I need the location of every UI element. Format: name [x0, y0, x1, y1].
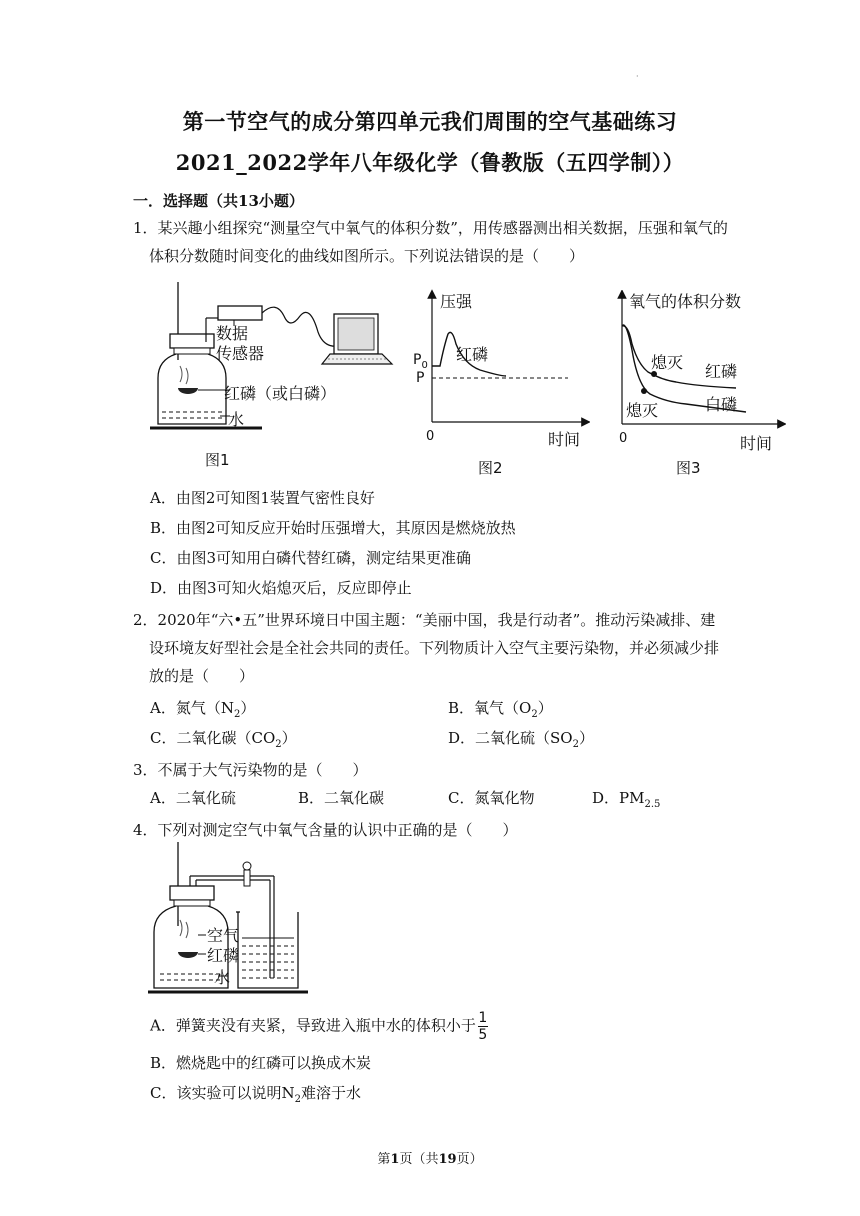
q2-option-a: A．氮气$(N_2)$ — [150, 699, 256, 720]
fig2-x-label: 时间 — [548, 430, 581, 449]
q2-option-b: B．氧气$(O_2)$ — [448, 699, 553, 720]
q4-option-b: B．燃烧匙中的红磷可以换成木炭 — [150, 1054, 372, 1072]
fig3-x-label: 时间 — [740, 434, 773, 453]
question-4-line1: 4．下列对测定空气中氧气含量的认识中正确的是（ ） — [133, 821, 518, 839]
question-2-line3: 放的是（ ） — [149, 667, 255, 685]
fig2-curve-label: 红磷 — [456, 345, 489, 364]
q2-option-c: C．二氧化碳$(CO_2)$ — [150, 729, 297, 750]
figure-3-caption: 图3 — [676, 459, 701, 477]
question-3-line1: 3．不属于大气污染物的是（ ） — [133, 761, 368, 779]
fig2-p0-label: $P_0$ — [413, 352, 428, 371]
fig2-origin: 0 — [426, 429, 435, 444]
q1-option-b: B．由图2可知反应开始时压强增大，其原因是燃烧放热 — [150, 519, 516, 537]
q3-option-a: A．二氧化硫 — [150, 789, 236, 807]
page-title-line2: 2021_2022学年八年级化学（鲁教版（五四学制）） — [175, 150, 685, 175]
fig3-extinguish-label-1: 熄灭 — [651, 353, 684, 372]
fig3-red-phosphorus-label: 红磷 — [705, 362, 738, 381]
figure-q4-apparatus — [148, 842, 318, 998]
q3-option-d: D．$PM_{2.5}$ — [592, 789, 661, 810]
q4-phosphorus-label: 红磷 — [207, 946, 240, 965]
phosphorus-label: 红磷（或白磷） — [224, 384, 337, 403]
figure-1-apparatus — [150, 282, 400, 442]
fig3-white-phosphorus-label: 白磷 — [705, 395, 738, 414]
question-2-line2: 设环境友好型社会是全社会共同的责任。下列物质计入空气主要污染物，并必须减少排 — [149, 639, 720, 657]
q2-option-d: D．二氧化硫$(SO_2)$ — [448, 729, 594, 750]
q4-air-label: 空气 — [207, 926, 240, 945]
fig3-origin: 0 — [619, 431, 628, 446]
q1-option-a: A．由图2可知图1装置气密性良好 — [150, 489, 375, 507]
sensor-label: 数据 传感器 — [216, 324, 265, 363]
q4-option-a: A．弹簧夹没有夹紧，导致进入瓶中水的体积小于 $\frac{1}{5}$ — [150, 1010, 488, 1043]
figure-2-caption: 图2 — [478, 459, 503, 477]
section-heading: 一．选择题（共13小题） — [133, 192, 304, 210]
q1-option-c: C．由图3可知用白磷代替红磷，测定结果更准确 — [150, 549, 472, 567]
dot-mark: · — [636, 72, 639, 81]
q1-option-d: D．由图3可知火焰熄灭后，反应即停止 — [150, 579, 412, 597]
fig2-y-label: 压强 — [440, 292, 473, 311]
question-1-line2: 体积分数随时间变化的曲线如图所示。下列说法错误的是（ ） — [149, 247, 585, 265]
q4-option-c: C．该实验可以说明$N_2$难溶于水 — [150, 1084, 361, 1105]
q3-option-c: C．氮氧化物 — [448, 789, 535, 807]
fig3-extinguish-label-2: 熄灭 — [626, 401, 659, 420]
figure-1-caption: 图1 — [205, 451, 230, 469]
fraction-one-fifth: $\frac{1}{5}$ — [478, 1010, 488, 1043]
page-title-line1: 第一节空气的成分第四单元我们周围的空气基础练习 — [182, 109, 678, 134]
q3-option-b: B．二氧化碳 — [298, 789, 385, 807]
fig2-p-label: P — [416, 370, 425, 386]
question-2-line1: 2．2020年“六•五”世界环境日中国主题：“美丽中国，我是行动者”。推动污染减排、建 — [133, 611, 716, 629]
question-1-line1: 1．某兴趣小组探究“测量空气中氧气的体积分数”，用传感器测出相关数据，压强和氧气的 — [133, 219, 728, 237]
fig3-y-label: 氧气的体积分数 — [629, 292, 742, 311]
page-footer: 第1页（共19页） — [377, 1152, 483, 1167]
water-label: 水 — [228, 410, 245, 429]
q4-water-label: 水 — [214, 968, 231, 987]
figure-2-pressure-chart — [410, 288, 590, 438]
